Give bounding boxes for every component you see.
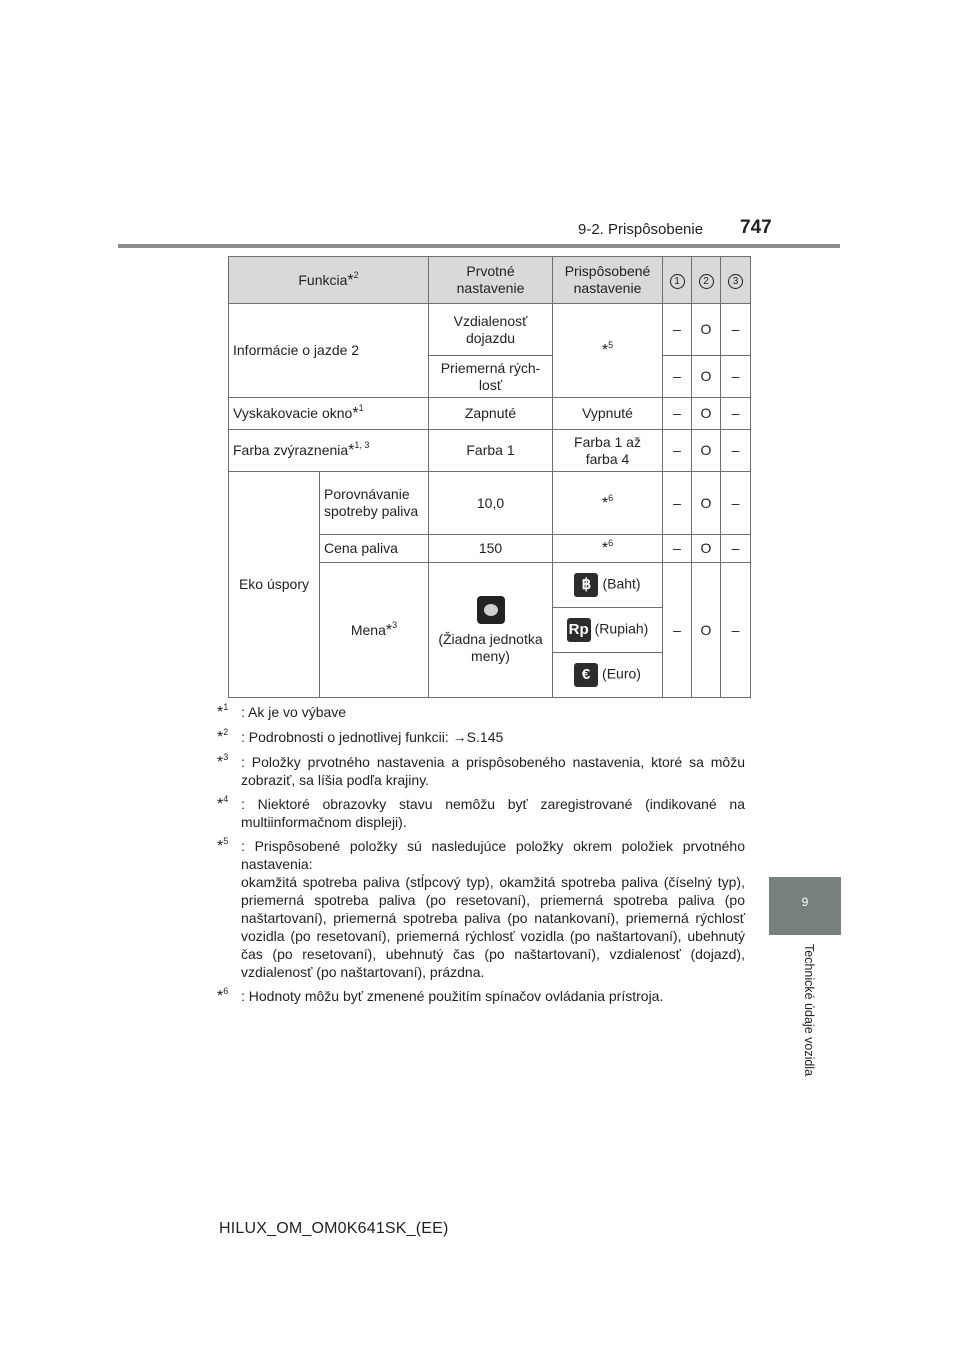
cell-eco-fuel-price-custom: *$^6$: [553, 535, 663, 563]
cell-currency-euro: € (Euro): [553, 653, 663, 698]
cell-eco-fuel-cmp-custom: *$^6$: [553, 472, 663, 535]
cell-mark: –: [663, 535, 692, 563]
cell-popup-custom: Vypnuté: [553, 398, 663, 430]
cell-mark: O: [692, 563, 721, 698]
cell-mark: –: [721, 535, 751, 563]
euro-icon: €: [574, 663, 598, 687]
cell-eco-fuel-price-initial: 150: [429, 535, 553, 563]
header-col-1: 1: [663, 257, 692, 304]
footnote: *$^1$ : Ak je vo výbave: [217, 702, 347, 721]
cell-mark: –: [721, 398, 751, 430]
table-header-row: [229, 257, 751, 304]
cell-eco-fuel-cmp: Porovnávanie spotreby paliva: [320, 472, 429, 535]
cell-mark: –: [663, 304, 692, 356]
row-label-eco: Eko úspory: [229, 472, 320, 698]
cell-trip2-custom: *$^5$: [553, 304, 663, 398]
table-row: [229, 304, 751, 356]
cell-popup-initial: Zapnuté: [429, 398, 553, 430]
cell-mark: –: [663, 472, 692, 535]
header-function: Funkcia*$^2$: [229, 257, 429, 304]
header-divider: [118, 244, 840, 248]
cell-mark: O: [692, 356, 721, 398]
cell-mark: –: [663, 398, 692, 430]
cell-mark: –: [663, 356, 692, 398]
baht-icon: ฿: [574, 573, 598, 597]
footnote: *$^2$ : Podrobnosti o jednotlivej funkcii: →S.145: [217, 727, 504, 746]
cell-mark: O: [692, 304, 721, 356]
settings-table: [228, 256, 751, 698]
footnote: *$^6$ : Hodnoty môžu byť zmenené použitím spínačov ovládania prístroja.: [217, 986, 664, 1005]
cell-mark: –: [721, 472, 751, 535]
table-row: [229, 472, 751, 535]
section-title: 9-2. Prispôsobenie: [578, 221, 704, 238]
cell-mark: –: [663, 430, 692, 472]
cell-trip2-item1: Vzdialenosť dojazdu: [429, 304, 553, 356]
cell-eco-currency: Mena*$^3$: [320, 563, 429, 698]
cell-eco-fuel-price: Cena paliva: [320, 535, 429, 563]
cell-mark: O: [692, 430, 721, 472]
cell-currency-rupiah: Rp (Rupiah): [553, 608, 663, 653]
chapter-tab: 9: [769, 877, 841, 935]
cell-eco-currency-initial: (Žiadna jednotka meny): [429, 563, 553, 698]
cell-mark: –: [721, 356, 751, 398]
footnote: *$^5$ : Prispôsobené položky sú nasledujúce položky okrem položiek prvotného nastavenia: okamžitá spotreba paliva (stĺpcový typ), okamžitá spotreba paliva (číselný typ), priemerná spotreba paliva (po resetovaní), priemerná spotreba paliva (po naštartovaní), priemerná spotreba paliva (po natankovaní), priemerná rýchlosť vozidla (po resetovaní), priemerná rýchlosť vozidla (po naštartovaní), ubehnutý čas (po resetovaní), ubehnutý čas (po naštartovaní), vzdialenosť (dojazd), vzdialenosť (po naštartovaní), prázdna.: [217, 836, 745, 980]
header-initial: Prvotné nastavenie: [429, 257, 553, 304]
page-number: 747: [740, 217, 772, 238]
cell-eco-fuel-cmp-initial: 10,0: [429, 472, 553, 535]
cell-trip2-item2: Priemerná rých-losť: [429, 356, 553, 398]
cell-highlight-custom: Farba 1 až farba 4: [553, 430, 663, 472]
footnote: *$^4$ : Niektoré obrazovky stavu nemôžu byť zaregistrované (indikované na multiinformačnom displeji).: [217, 794, 745, 830]
footnotes: [217, 703, 745, 1012]
cell-mark: O: [692, 398, 721, 430]
cell-highlight-initial: Farba 1: [429, 430, 553, 472]
cell-mark: O: [692, 535, 721, 563]
rupiah-icon: Rp: [567, 618, 591, 642]
cell-mark: –: [663, 563, 692, 698]
header-col-2: 2: [692, 257, 721, 304]
row-label-popup: Vyskakovacie okno*$^1$: [229, 398, 429, 430]
row-label-trip2: Informácie o jazde 2: [229, 304, 429, 398]
cell-mark: –: [721, 430, 751, 472]
table-row: [229, 398, 751, 430]
cell-mark: –: [721, 563, 751, 698]
cell-mark: –: [721, 304, 751, 356]
footnote: *$^3$ : Položky prvotného nastavenia a prispôsobeného nastavenia, ktoré sa môžu zobraziť, sa líšia podľa krajiny.: [217, 752, 745, 788]
cell-currency-baht: ฿ (Baht): [553, 563, 663, 608]
table-row: [229, 430, 751, 472]
chapter-title: Technické údaje vozidla: [802, 944, 816, 1077]
document-code: HILUX_OM_OM0K641SK_(EE): [219, 1220, 449, 1237]
cell-mark: O: [692, 472, 721, 535]
header-custom: Prispôsobené nastavenie: [553, 257, 663, 304]
header-col-3: 3: [721, 257, 751, 304]
row-label-highlight: Farba zvýraznenia*$^{1, 3}$: [229, 430, 429, 472]
no-currency-icon: [477, 596, 505, 624]
